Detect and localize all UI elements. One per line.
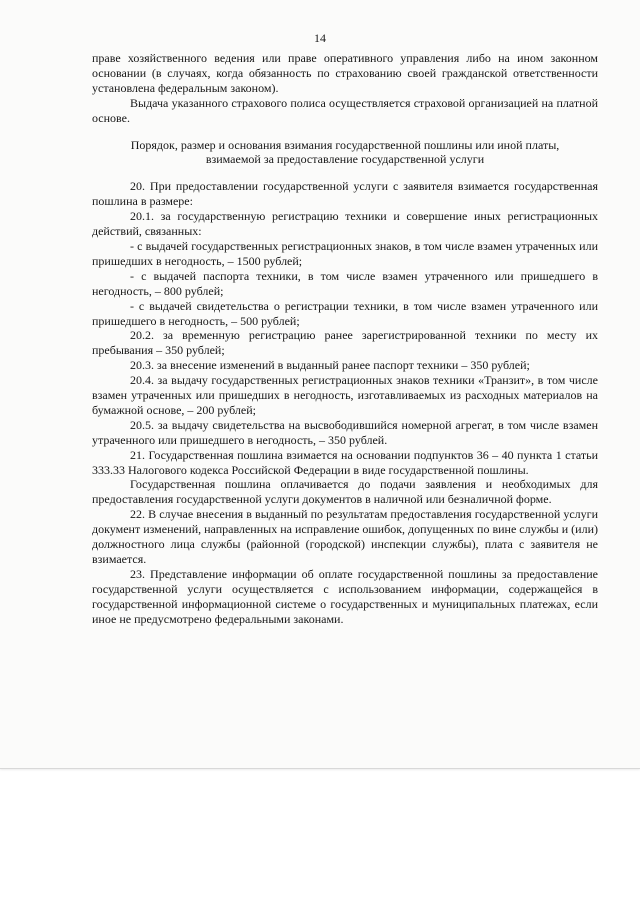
paragraph-20-2: 20.2. за временную регистрацию ранее зарегистрированной техники по месту их пребывания – 350 рублей;	[92, 328, 598, 358]
paragraph-21: 21. Государственная пошлина взимается на основании подпунктов 36 – 40 пункта 1 статьи 333.33 Налогового кодекса Российской Федерации в виде государственной пошлины.	[92, 447, 598, 477]
paragraph-continuation: праве хозяйственного ведения или праве оперативного управления либо на ином законном основании (в случаях, когда обязанность по страхованию своей гражданской ответственности установлена федеральным законом).	[92, 51, 598, 95]
section-heading: Порядок, размер и основания взимания государственной пошлины или иной платы, взимаемой за предоставление государственной услуги	[130, 137, 560, 167]
paragraph-22: 22. В случае внесения в выданный по результатам предоставления государственной услуги документ изменений, направленных на исправление ошибок, допущенных по вине службы и (или) должностного лица службы (районной (городской) инспекции службы), плата с заявителя не взимается.	[92, 507, 598, 566]
paragraph-insurance-policy: Выдача указанного страхового полиса осуществляется страховой организацией на платной основе.	[92, 95, 598, 125]
list-item-certificate: - с выдачей свидетельства о регистрации техники, в том числе взамен утраченного или пришедшего в негодность, – 500 рублей;	[92, 298, 598, 328]
paragraph-20-5: 20.5. за выдачу свидетельства на высвободившийся номерной агрегат, в том числе взамен утраченного или пришедшего в негодность, – 350 рублей.	[92, 417, 598, 447]
list-item-passport: - с выдачей паспорта техники, в том числе взамен утраченного или пришедшего в негодность, – 800 рублей;	[92, 268, 598, 298]
paragraph-20-1: 20.1. за государственную регистрацию техники и совершение иных регистрационных действий, связанных:	[92, 209, 598, 239]
paragraph-20-4: 20.4. за выдачу государственных регистрационных знаков техники «Транзит», в том числе взамен утраченных или пришедших в негодность, изготавливаемых из расходных материалов на бумажной основе, – 200 рублей;	[92, 373, 598, 417]
document-body	[92, 51, 598, 627]
paragraph-20: 20. При предоставлении государственной услуги с заявителя взимается государственная пошлина в размере:	[92, 179, 598, 209]
paragraph-20-3: 20.3. за внесение изменений в выданный ранее паспорт техники – 350 рублей;	[130, 358, 530, 373]
paragraph-23: 23. Представление информации об оплате государственной пошлины за предоставление государственной услуги осуществляется с использованием информации, содержащейся в государственной информационной системе о государственных и муниципальных платежах, если иное не предусмотрено федеральными законами.	[92, 566, 598, 626]
paragraph-payment-form: Государственная пошлина оплачивается до подачи заявления и необходимых для предоставления государственной услуги документов в наличной или безналичной форме.	[92, 477, 598, 507]
page-number: 14	[314, 31, 326, 45]
list-item-registration-plates: - с выдачей государственных регистрационных знаков, в том числе взамен утраченных или пришедших в негодность, – 1500 рублей;	[92, 238, 598, 268]
